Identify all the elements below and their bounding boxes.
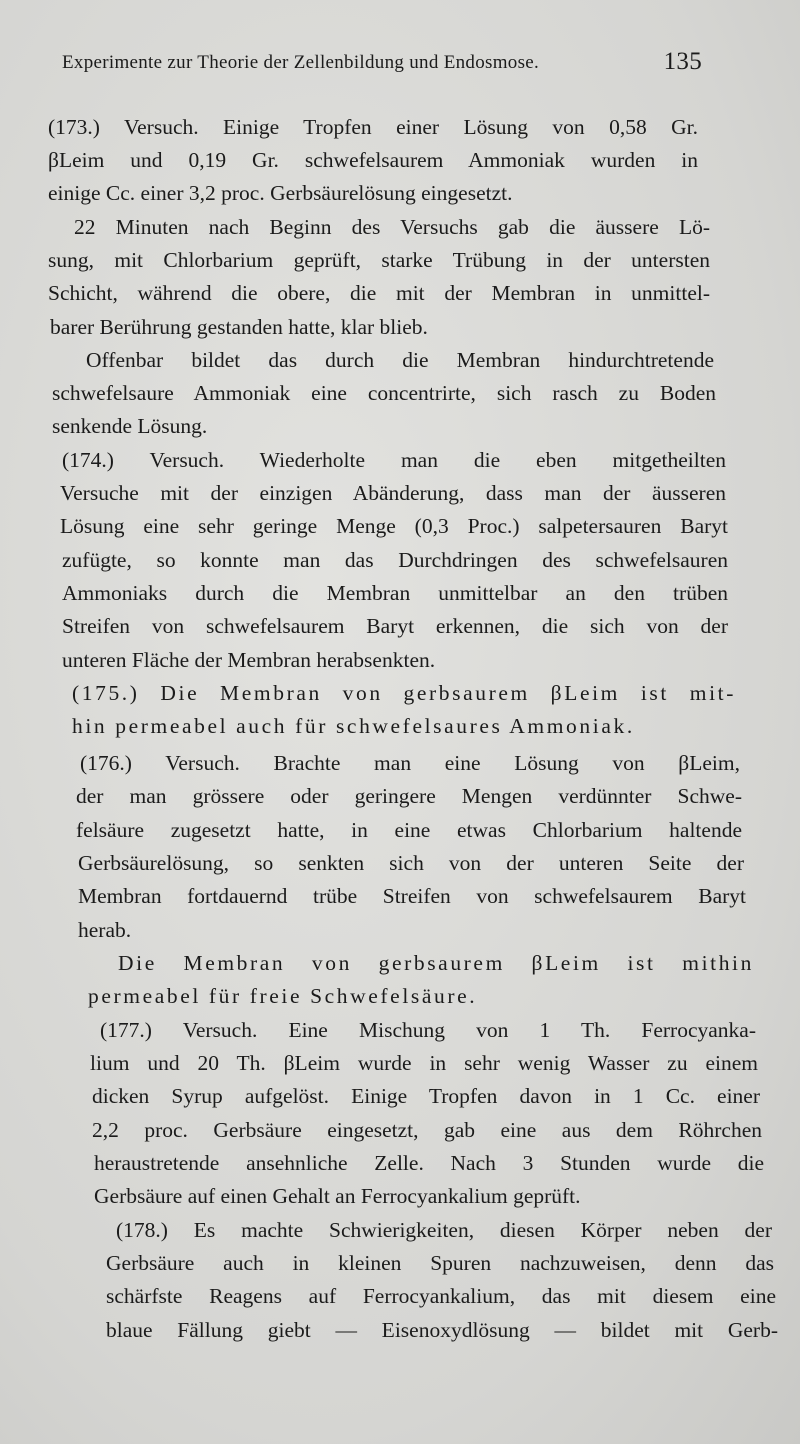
text-line: Schicht, während die obere, die mit der Membran in unmittel- [48,281,710,305]
text-line: βLeim und 0,19 Gr. schwefelsaurem Ammoniak wurden in [48,148,698,172]
text-line: heraustretende ansehnliche Zelle. Nach 3 Stunden wurde die [94,1151,764,1175]
text-line: sung, mit Chlorbarium geprüft, starke Trübung in der untersten [48,248,710,272]
text-line-spaced: Die Membran von gerbsaurem βLeim ist mithin [118,951,754,975]
text-line: Lösung eine sehr geringe Menge (0,3 Proc.) salpetersauren Baryt [60,514,728,538]
text-line: felsäure zugesetzt hatte, in eine etwas Chlorbarium haltende [76,818,742,842]
text-line: Gerbsäure auf einen Gehalt an Ferrocyankalium geprüft. [94,1184,581,1208]
text-line: (177.) Versuch. Eine Mischung von 1 Th. Ferrocyanka- [100,1018,756,1042]
text-line: senkende Lösung. [52,414,208,438]
text-line: Versuche mit der einzigen Abänderung, dass man der äusseren [60,481,726,505]
text-line-spaced: hin permeabel auch für schwefelsaures Ammoniak. [72,714,635,738]
text-line: dicken Syrup aufgelöst. Einige Tropfen davon in 1 Cc. einer [92,1084,760,1108]
text-line: blaue Fällung giebt — Eisenoxydlösung — bildet mit Gerb- [106,1318,778,1342]
running-title: Experimente zur Theorie der Zellenbildung und Endosmose. [62,52,540,73]
text-line: Ammoniaks durch die Membran unmittelbar an den trüben [62,581,728,605]
text-line: 2,2 proc. Gerbsäure eingesetzt, gab eine aus dem Röhrchen [92,1118,762,1142]
text-line: Offenbar bildet das durch die Membran hindurchtretende [86,348,714,372]
text-line: barer Berührung gestanden hatte, klar blieb. [50,315,428,339]
page-number: 135 [663,48,702,75]
text-line-spaced: permeabel für freie Schwefelsäure. [88,984,478,1008]
text-line: 22 Minuten nach Beginn des Versuchs gab die äussere Lö- [74,215,710,239]
text-line: schärfste Reagens auf Ferrocyankalium, das mit diesem eine [106,1284,776,1308]
text-line: der man grössere oder geringere Mengen verdünnter Schwe- [76,784,742,808]
text-line: zufügte, so konnte man das Durchdringen des schwefelsauren [62,548,728,572]
text-line: unteren Fläche der Membran herabsenkten. [62,648,436,672]
text-line-spaced: (175.) Die Membran von gerbsaurem βLeim ist mit- [72,681,736,705]
text-line: (178.) Es machte Schwierigkeiten, diesen Körper neben der [116,1218,772,1242]
text-line: lium und 20 Th. βLeim wurde in sehr wenig Wasser zu einem [90,1051,758,1075]
text-line: Membran fortdauernd trübe Streifen von schwefelsaurem Baryt [78,884,746,908]
text-line: Streifen von schwefelsaurem Baryt erkennen, die sich von der [62,614,728,638]
text-line: (176.) Versuch. Brachte man eine Lösung von βLeim, [80,751,740,775]
text-line: Gerbsäure auch in kleinen Spuren nachzuweisen, denn das [106,1251,774,1275]
running-header [62,48,702,75]
text-line: herab. [78,918,132,942]
text-line: schwefelsaure Ammoniak eine concentrirte, sich rasch zu Boden [52,381,716,405]
text-line: (174.) Versuch. Wiederholte man die eben mitgetheilten [62,448,726,472]
text-line: (173.) Versuch. Einige Tropfen einer Lösung von 0,58 Gr. [48,115,698,139]
text-line: Gerbsäurelösung, so senkten sich von der unteren Seite der [78,851,744,875]
text-line: einige Cc. einer 3,2 proc. Gerbsäurelösung eingesetzt. [48,181,513,205]
